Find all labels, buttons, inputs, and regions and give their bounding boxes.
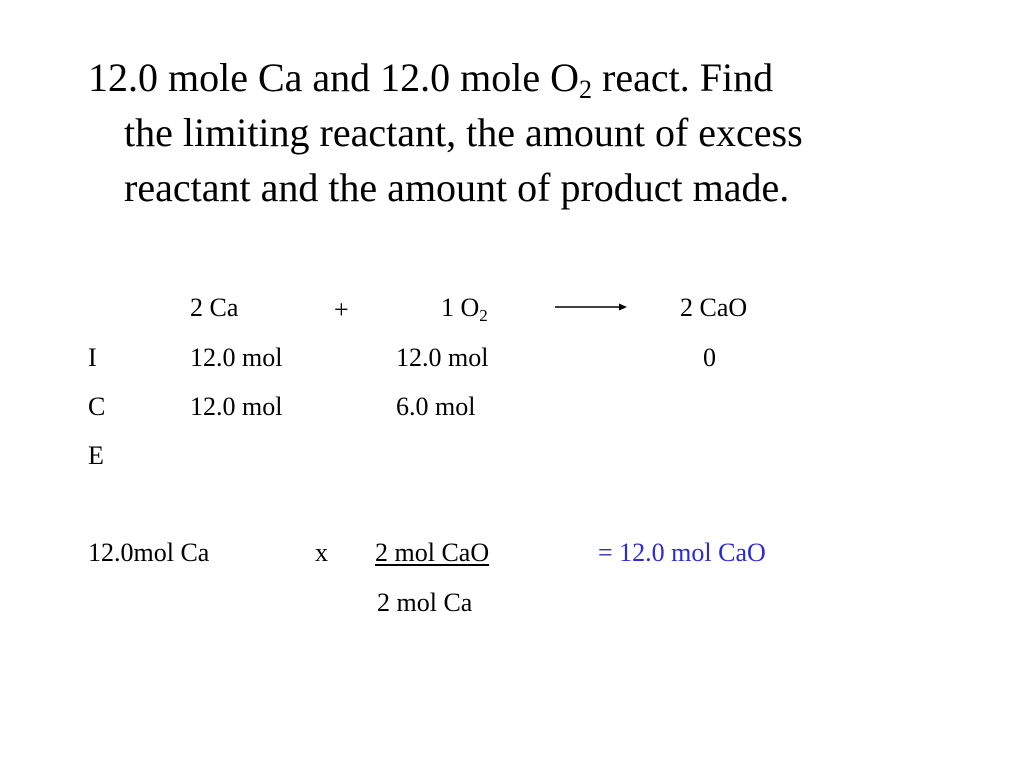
problem-line-3: reactant and the amount of product made. (124, 165, 790, 210)
ice-label-change: C (88, 392, 106, 421)
equation-o2-subscript: 2 (479, 306, 488, 325)
ice-label-initial: I (88, 343, 97, 372)
ice-label-end: E (88, 441, 104, 470)
equation-reactant-o2 (441, 292, 488, 324)
calc-numerator: 2 mol CaO (375, 538, 490, 567)
o2-subscript: 2 (579, 75, 593, 104)
problem-line-1 (88, 52, 773, 104)
problem-line-1-tail: react. Find (592, 55, 774, 100)
calc-times: x (315, 538, 328, 567)
ice-initial-o2: 12.0 mol (396, 343, 489, 372)
reaction-arrow-icon (555, 302, 627, 312)
equation-reactant-ca: 2 Ca (190, 293, 239, 322)
calc-result: = 12.0 mol CaO (598, 538, 766, 567)
calc-denominator: 2 mol Ca (377, 588, 473, 617)
equation-plus: + (334, 295, 349, 324)
problem-line-1-text: 12.0 mole Ca and 12.0 mole O (88, 55, 580, 100)
calc-given: 12.0mol Ca (88, 538, 210, 567)
ice-initial-cao: 0 (703, 343, 716, 372)
ice-initial-ca: 12.0 mol (190, 343, 283, 372)
problem-line-2: the limiting reactant, the amount of excess (124, 110, 803, 155)
equation-o2-text: 1 O (441, 293, 480, 322)
equation-product-cao: 2 CaO (680, 293, 748, 322)
ice-change-ca: 12.0 mol (190, 392, 283, 421)
ice-change-o2: 6.0 mol (396, 392, 476, 421)
